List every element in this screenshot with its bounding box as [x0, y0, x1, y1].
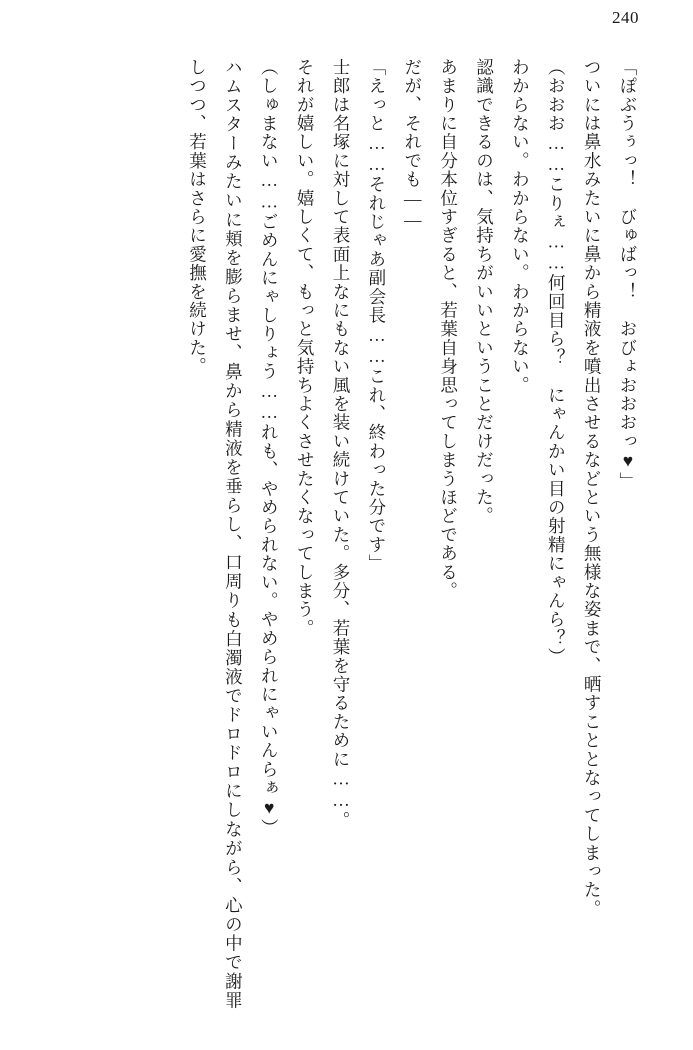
paragraph: あまりに自分本位すぎると、若葉自身思ってしまうほどである。 — [438, 58, 459, 601]
paragraph: ハムスターみたいに頬を膨らませ、鼻から精液を垂らし、口周りも白濁液でドロドロにしながら、心の中で謝罪しつつ、若葉はさらに愛撫を続けた。 — [187, 58, 244, 1010]
paragraph: ついには鼻水みたいに鼻から精液を噴出させるなどという無様な姿まで、晒すこととなってしまった。 — [582, 58, 603, 919]
paragraph: （おおお……こりぇ……何回目ら？ にゃんかい目の射精にゃんら？） — [546, 58, 567, 667]
page-number: 240 — [612, 8, 639, 27]
paragraph: 認識できるのは、気持ちがいいということだけだった。 — [474, 58, 495, 526]
paragraph: 士郎は名塚に対して表面上なにもない風を装い続けていた。多分、若葉を守るために……。 — [331, 58, 351, 830]
paragraph: 「えっと……それじゃあ副会長……これ、終わった分です」 — [366, 58, 387, 573]
paragraph: （しゅまない……ごめんにゃしりょう……れも、やめられない。やめられにゃいんらぁ♥） — [259, 58, 280, 838]
paragraph: わからない。わからない。わからない。 — [510, 58, 531, 395]
paragraph: だが、それでも―― — [402, 58, 423, 232]
paragraph: それが嬉しい。嬉しくて、もっと気持ちよくさせたくなってしまう。 — [295, 58, 316, 638]
paragraph: 「ぽぶうぅっ！ びゅばっ！ おびょおおおっ♥」 — [618, 58, 638, 491]
page-body-text — [48, 58, 645, 1010]
